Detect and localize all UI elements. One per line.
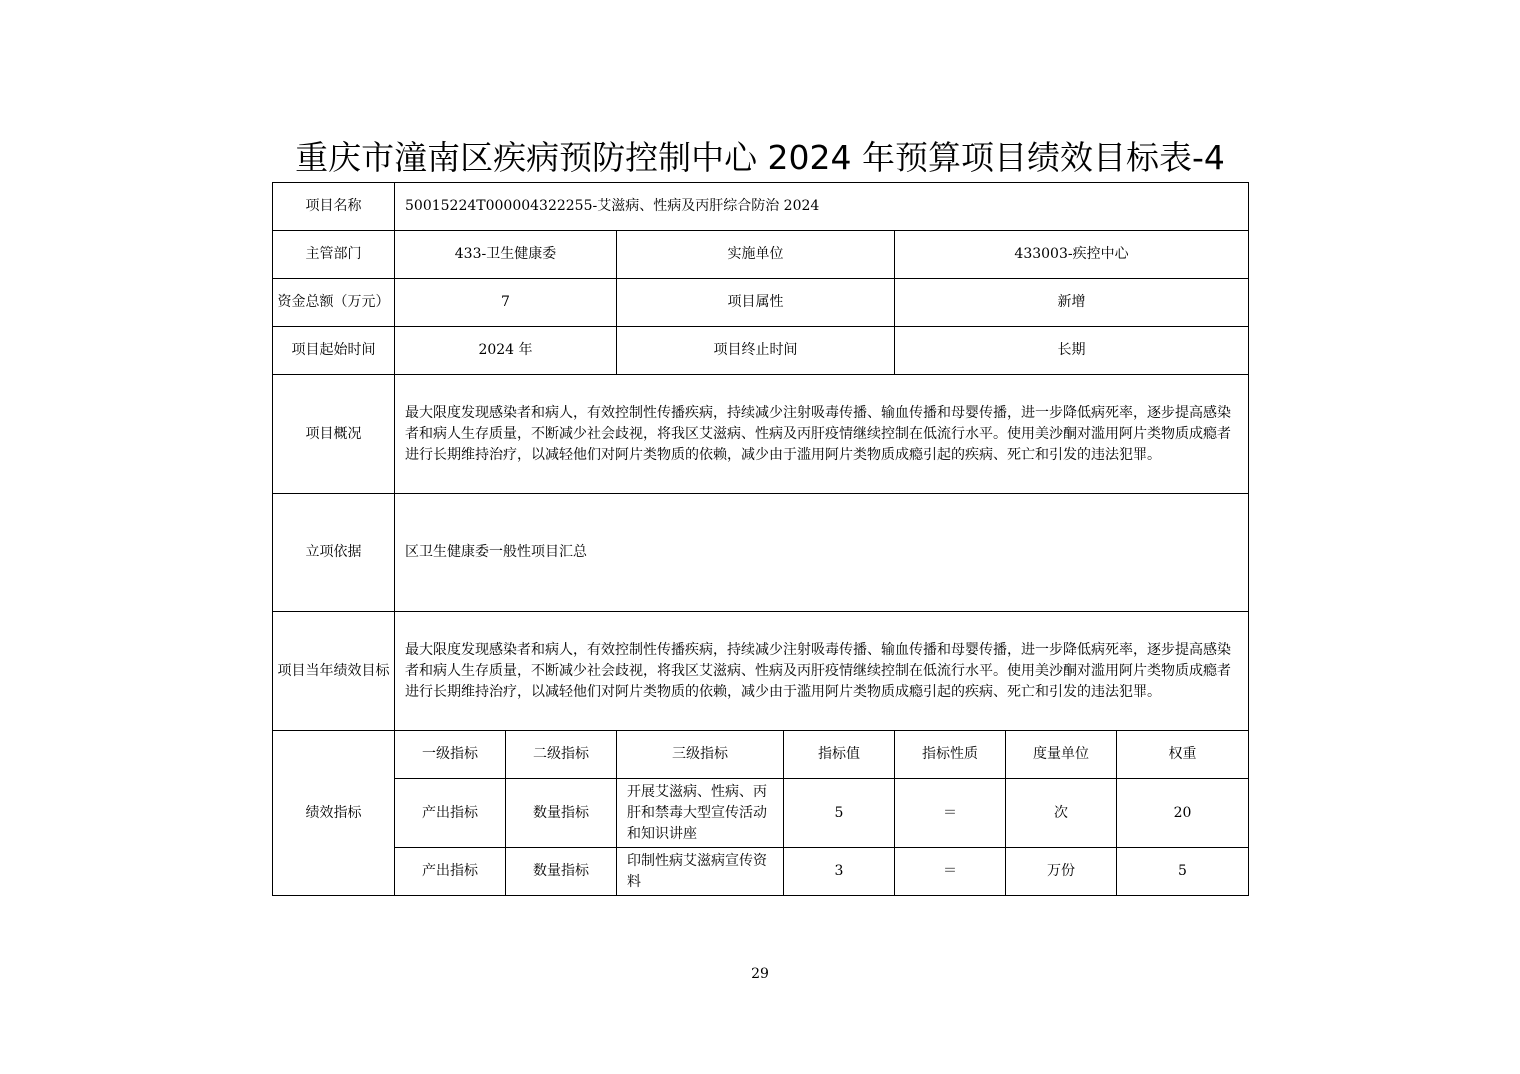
indicator-header-row <box>273 731 1249 779</box>
project-name-value: 50015224T000004322255-艾滋病、性病及丙肝综合防治 2024 <box>395 183 1249 231</box>
overview-label: 项目概况 <box>273 375 395 494</box>
indicator-weight: 5 <box>1117 848 1249 896</box>
indicator-level2: 数量指标 <box>506 848 617 896</box>
indicator-unit: 次 <box>1006 779 1117 848</box>
header-weight: 权重 <box>1117 731 1249 779</box>
start-time-label: 项目起始时间 <box>273 327 395 375</box>
indicator-weight: 20 <box>1117 779 1249 848</box>
header-unit: 度量单位 <box>1006 731 1117 779</box>
end-time-value: 长期 <box>895 327 1249 375</box>
department-value: 433-卫生健康委 <box>395 231 617 279</box>
indicator-row <box>273 779 1249 848</box>
header-value: 指标值 <box>784 731 895 779</box>
indicator-level1: 产出指标 <box>395 848 506 896</box>
row-basis <box>273 494 1249 612</box>
indicator-level1: 产出指标 <box>395 779 506 848</box>
indicators-label: 绩效指标 <box>273 731 395 896</box>
overview-value: 最大限度发现感染者和病人，有效控制性传播疾病，持续减少注射吸毒传播、输血传播和母婴传播，进一步降低病死率，逐步提高感染者和病人生存质量，不断减少社会歧视，将我区艾滋病、性病及丙肝疫情继续控制在低流行水平。使用美沙酮对滥用阿片类物质成瘾者进行长期维持治疗，以减轻他们对阿片类物质的依赖，减少由于滥用阿片类物质成瘾引起的疾病、死亡和引发的违法犯罪。 <box>395 375 1249 494</box>
total-funds-value: 7 <box>395 279 617 327</box>
header-level3: 三级指标 <box>617 731 784 779</box>
total-funds-label: 资金总额（万元） <box>273 279 395 327</box>
row-overview <box>273 375 1249 494</box>
indicator-value: 5 <box>784 779 895 848</box>
indicator-row <box>273 848 1249 896</box>
row-department <box>273 231 1249 279</box>
project-attribute-value: 新增 <box>895 279 1249 327</box>
indicator-level3: 印制性病艾滋病宣传资料 <box>617 848 784 896</box>
indicator-value: 3 <box>784 848 895 896</box>
implementing-unit-value: 433003-疾控中心 <box>895 231 1249 279</box>
performance-target-table <box>272 182 1249 896</box>
indicator-level3: 开展艾滋病、性病、丙肝和禁毒大型宣传活动和知识讲座 <box>617 779 784 848</box>
header-nature: 指标性质 <box>895 731 1006 779</box>
row-annual-goal <box>273 612 1249 731</box>
implementing-unit-label: 实施单位 <box>617 231 895 279</box>
basis-value: 区卫生健康委一般性项目汇总 <box>395 494 1249 612</box>
row-funds <box>273 279 1249 327</box>
basis-label: 立项依据 <box>273 494 395 612</box>
indicator-nature: ＝ <box>895 848 1006 896</box>
department-label: 主管部门 <box>273 231 395 279</box>
header-level2: 二级指标 <box>506 731 617 779</box>
end-time-label: 项目终止时间 <box>617 327 895 375</box>
project-name-label: 项目名称 <box>273 183 395 231</box>
annual-goal-label: 项目当年绩效目标 <box>273 612 395 731</box>
header-level1: 一级指标 <box>395 731 506 779</box>
indicator-level2: 数量指标 <box>506 779 617 848</box>
row-project-name <box>273 183 1249 231</box>
indicator-unit: 万份 <box>1006 848 1117 896</box>
project-attribute-label: 项目属性 <box>617 279 895 327</box>
start-time-value: 2024 年 <box>395 327 617 375</box>
annual-goal-value: 最大限度发现感染者和病人，有效控制性传播疾病，持续减少注射吸毒传播、输血传播和母婴传播，进一步降低病死率，逐步提高感染者和病人生存质量，不断减少社会歧视，将我区艾滋病、性病及丙肝疫情继续控制在低流行水平。使用美沙酮对滥用阿片类物质成瘾者进行长期维持治疗，以减轻他们对阿片类物质的依赖，减少由于滥用阿片类物质成瘾引起的疾病、死亡和引发的违法犯罪。 <box>395 612 1249 731</box>
page-number: 29 <box>751 966 769 982</box>
indicator-nature: ＝ <box>895 779 1006 848</box>
row-period <box>273 327 1249 375</box>
document-title: 重庆市潼南区疾病预防控制中心 2024 年预算项目绩效目标表-4 <box>295 138 1225 177</box>
